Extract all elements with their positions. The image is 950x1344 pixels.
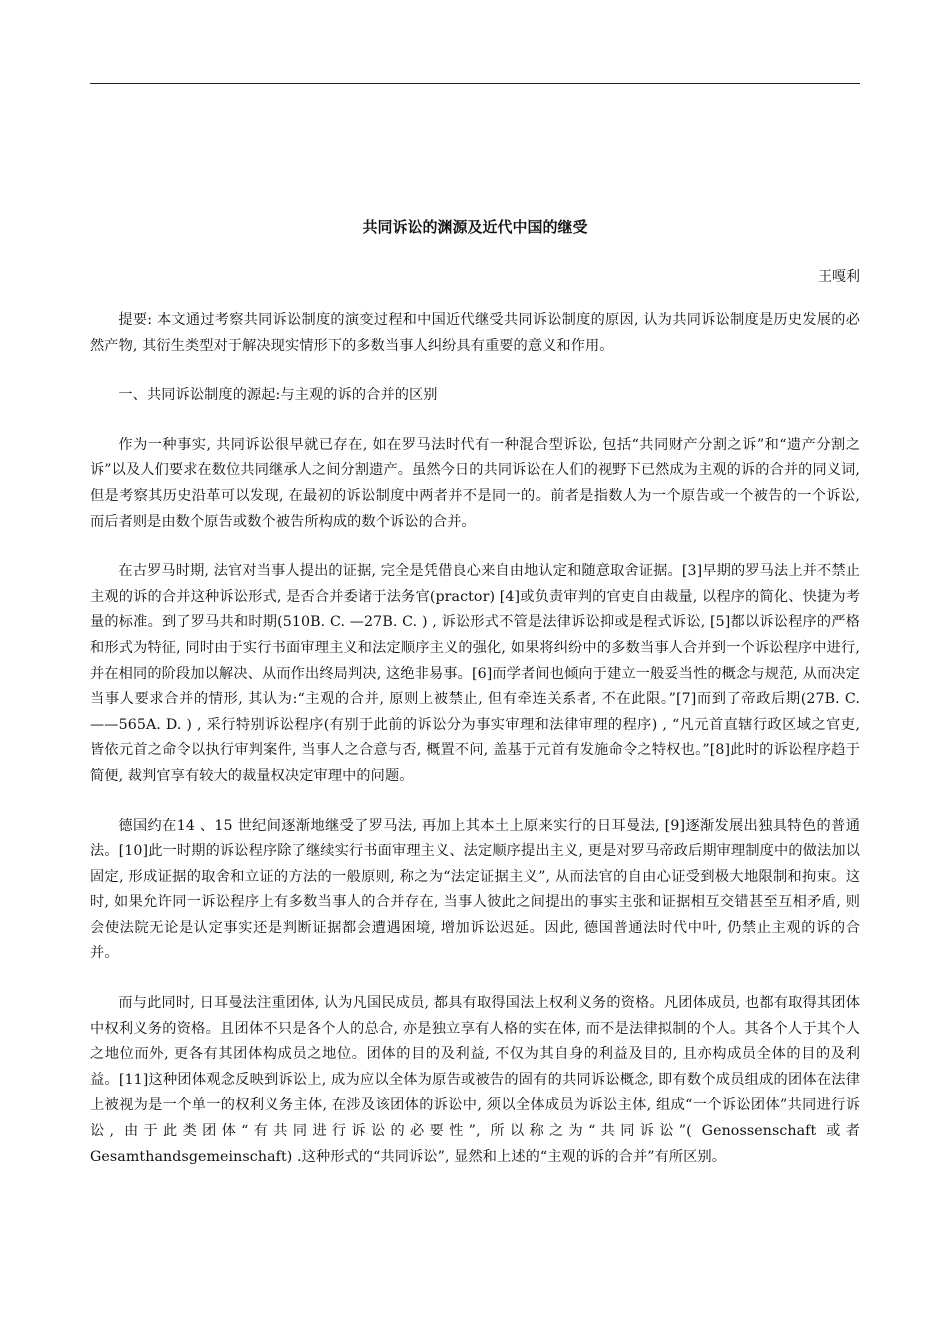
document-title: 共同诉讼的渊源及近代中国的继受 [362,218,588,236]
body-paragraph: 而与此同时, 日耳曼法注重团体, 认为凡国民成员, 都具有取得国法上权利义务的资格。凡团体成员, 也都有取得其团体中权利义务的资格。且团体不只是各个人的总合, 亦是独立享有人格的实在体, 而不是法律拟制的个人。其各个人于其个人之地位而外, 更各有其团体构成员之地位。团体的目的及利益, 不仅为其自身的利益及目的, 且亦构成员全体的目的及利益。[11]这种团体观念反映到诉讼上, 成为应以全体为原告或被告的固有的共同诉讼概念, 即有数个成员组成的团体在法律上被视为是一个单一的权利义务主体, 在涉及该团体的诉讼中, 须以全体成员为诉讼主体, 组成“一个诉讼团体”共同进行诉讼, 由于此类团体“有共同进行诉讼的必要性”, 所以称之为“共同诉讼”( Genossenschaft 或者 Gesamthandsgemeinschaft) .这种形式的“共同诉讼”, 显然和上述的“主观的诉的合并”有所区别。 [90,995,860,1165]
body-paragraph: 在古罗马时期, 法官对当事人提出的证据, 完全是凭借良心来自由地认定和随意取舍证据。[3]早期的罗马法上并不禁止主观的诉的合并这种诉讼形式, 是否合并委诸于法务官(practor) [4]或负责审判的官吏自由裁量, 以程序的简化、快捷为考量的标准。到了罗马共和时期(510B. C. —27B. C. ) , 诉讼形式不管是法律诉讼抑或是程式诉讼, [5]都以诉讼程序的严格和形式为特征, 同时由于实行书面审理主义和法定顺序主义的强化, 如果将纠纷中的多数当事人合并到一个诉讼程序中进行, 并在相同的阶段加以解决、从而作出终局判决, 这绝非易事。[6]而学者间也倾向于建立一般妥当性的概念与规范, 从而决定当事人要求合并的情形, 其认为:“主观的合并, 原则上被禁止, 但有牵连关系者, 不在此限。”[7]而到了帝政后期(27B. C. ——565A. D. ) , 采行特别诉讼程序(有别于此前的诉讼分为事实审理和法律审理的程序) , “凡元首直辖行政区域之官吏, 皆依元首之命令以执行审判案件, 当事人之合意与否, 概置不问, 盖基于元首有发施命令之特权也。”[8]此时的诉讼程序趋于简便, 裁判官享有较大的裁量权决定审理中的问题。 [90,563,860,784]
body-paragraph: 作为一种事实, 共同诉讼很早就已存在, 如在罗马法时代有一种混合型诉讼, 包括“共同财产分割之诉”和“遗产分割之诉”以及人们要求在数位共同继承人之间分割遗产。虽然今日的共同诉讼在人们的视野下已然成为主观的诉的合并的同义词, 但是考察其历史沿革可以发现, 在最初的诉讼制度中两者并不是同一的。前者是指数人为一个原告或一个被告的一个诉讼, 而后者则是由数个原告或数个被告所构成的数个诉讼的合并。 [90,436,860,530]
document-author: 王嘎利 [818,269,860,285]
section-heading: 一、共同诉讼制度的源起:与主观的诉的合并的区别 [118,387,438,404]
document-body [90,216,860,1194]
header-rule [90,83,860,84]
abstract-paragraph: 提要: 本文通过考察共同诉讼制度的演变过程和中国近代继受共同诉讼制度的原因, 认为共同诉讼制度是历史发展的必然产物, 其衍生类型对于解决现实情形下的多数当事人纠纷具有重要的意义和作用。 [90,312,860,354]
body-paragraph: 德国约在14 、15 世纪间逐渐地继受了罗马法, 再加上其本土上原来实行的日耳曼法, [9]逐渐发展出独具特色的普通法。[10]此一时期的诉讼程序除了继续实行书面审理主义、法定顺序提出主义, 更是对罗马帝政后期审理制度中的做法加以固定, 形成证据的取舍和立证的方法的一般原则, 称之为“法定证据主义”, 从而法官的自由心证受到极大地限制和拘束。这时, 如果允许同一诉讼程序上有多数当事人的合并存在, 当事人彼此之间提出的事实主张和证据相互交错甚至互相矛盾, 则会使法院无论是认定事实还是判断证据都会遭遇困境, 增加诉讼迟延。因此, 德国普通法时代中叶, 仍禁止主观的诉的合并。 [90,817,860,962]
